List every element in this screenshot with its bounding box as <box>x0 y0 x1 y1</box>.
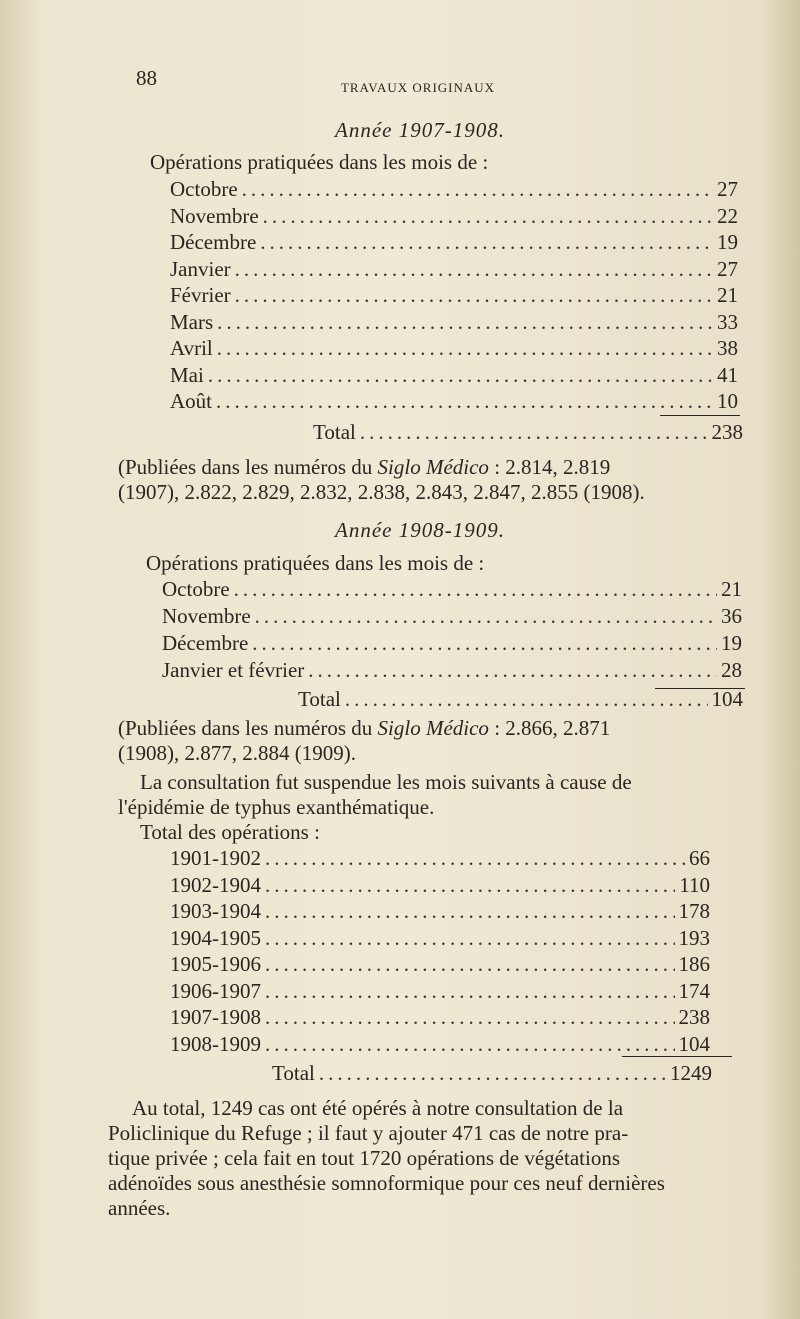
row-label: 1905-1906 <box>170 952 261 976</box>
row-value: 193 <box>678 925 710 950</box>
section2-total-row <box>298 687 743 712</box>
note-numbers: : 2.866, 2.871 <box>488 716 611 740</box>
row-label: Octobre <box>162 577 230 601</box>
total-label: Total <box>272 1061 315 1085</box>
table-row <box>170 336 738 361</box>
dot-leader <box>360 420 708 445</box>
dot-leader <box>217 336 713 361</box>
dot-leader <box>242 177 713 202</box>
row-label: 1901-1902 <box>170 846 261 870</box>
conclusion-paragraph <box>108 1096 758 1221</box>
dot-leader <box>217 310 713 335</box>
table-row <box>170 310 738 335</box>
row-value: 66 <box>689 846 710 870</box>
table-row <box>170 926 710 951</box>
conclusion-line: adénoïdes sous anesthésie somnoformique pour ces neuf dernières <box>108 1171 665 1195</box>
table-row <box>170 1005 710 1030</box>
conclusion-line: Policlinique du Refuge ; il faut y ajouter 471 cas de notre pra- <box>108 1121 629 1145</box>
row-value: 104 <box>678 1031 710 1056</box>
row-value: 110 <box>679 872 710 897</box>
dot-leader <box>265 1032 675 1057</box>
row-label: Novembre <box>162 604 251 628</box>
table-row <box>170 899 710 924</box>
table-row <box>170 363 738 388</box>
section2-note-line2: (1908), 2.877, 2.884 (1909). <box>118 741 356 765</box>
row-value: 178 <box>678 899 710 923</box>
table-row <box>162 631 742 656</box>
section1-note-line1 <box>118 455 610 480</box>
total-value: 104 <box>711 687 743 711</box>
journal-name: Siglo Médico <box>377 455 489 479</box>
row-label: 1908-1909 <box>170 1031 261 1056</box>
row-label: Avril <box>170 336 213 360</box>
row-label: Mai <box>170 362 204 387</box>
suspension-line2: l'épidémie de typhus exanthématique. <box>118 795 435 819</box>
row-value: 22 <box>717 203 738 228</box>
row-value: 21 <box>721 577 742 601</box>
conclusion-line: années. <box>108 1196 171 1220</box>
table-row <box>162 658 742 683</box>
dot-leader <box>265 1005 675 1030</box>
row-label: 1907-1908 <box>170 1005 261 1029</box>
section3-total-rule <box>622 1056 732 1057</box>
section1-total-rule <box>660 415 740 416</box>
table-row <box>170 230 738 255</box>
suspension-line1: La consultation fut suspendue les mois suivants à cause de <box>140 770 632 794</box>
row-label: 1903-1904 <box>170 899 261 923</box>
table-row <box>170 979 710 1004</box>
journal-name: Siglo Médico <box>377 716 489 740</box>
section3-intro: Total des opérations : <box>140 820 320 844</box>
dot-leader <box>265 899 675 924</box>
section1-note-line2: (1907), 2.822, 2.829, 2.832, 2.838, 2.843, 2.847, 2.855 (1908). <box>118 480 645 504</box>
dot-leader <box>265 952 675 977</box>
dot-leader <box>265 873 675 898</box>
total-label: Total <box>313 420 356 444</box>
row-label: 1906-1907 <box>170 978 261 1003</box>
row-label: Janvier et février <box>162 658 305 682</box>
dot-leader <box>265 846 685 871</box>
dot-leader <box>216 389 713 414</box>
dot-leader <box>265 979 675 1004</box>
table-row <box>170 204 738 229</box>
total-value: 1249 <box>670 1061 712 1085</box>
total-value: 238 <box>711 420 743 444</box>
table-row <box>162 577 742 602</box>
conclusion-line: tique privée ; cela fait en tout 1720 opérations de végétations <box>108 1146 620 1170</box>
row-value: 19 <box>721 631 742 655</box>
table-row <box>170 389 738 414</box>
total-label: Total <box>298 687 341 711</box>
dot-leader <box>319 1061 666 1086</box>
row-label: Décembre <box>170 230 257 254</box>
running-head: TRAVAUX ORIGINAUX <box>340 80 496 95</box>
note-numbers: : 2.814, 2.819 <box>488 455 611 479</box>
row-value: 41 <box>717 362 738 387</box>
row-label: Janvier <box>170 256 231 281</box>
dot-leader <box>308 658 717 683</box>
row-label: Octobre <box>170 177 238 201</box>
note-prefix: (Publiées dans les numéros du <box>118 716 378 740</box>
page-number: 88 <box>136 66 157 90</box>
row-label: Novembre <box>170 203 259 228</box>
dot-leader <box>252 631 717 656</box>
conclusion-line: Au total, 1249 cas ont été opérés à notre consultation de la <box>132 1096 624 1120</box>
row-label: Mars <box>170 309 214 334</box>
year-title-1908-1909: Année 1908-1909. <box>335 518 505 542</box>
row-value: 33 <box>717 309 738 334</box>
dot-leader <box>235 283 713 308</box>
table-row <box>170 873 710 898</box>
row-value: 36 <box>721 604 742 628</box>
row-value: 38 <box>717 336 738 360</box>
table-row <box>170 1032 710 1057</box>
table-row <box>162 604 742 629</box>
dot-leader <box>260 230 713 255</box>
row-value: 19 <box>717 230 738 254</box>
row-value: 21 <box>717 283 738 307</box>
row-value: 27 <box>717 256 738 281</box>
section2-intro: Opérations pratiquées dans les mois de : <box>146 551 485 575</box>
table-row <box>170 952 710 977</box>
row-label: 1902-1904 <box>170 872 261 897</box>
section1-intro: Opérations pratiquées dans les mois de : <box>150 150 489 174</box>
table-row <box>170 177 738 202</box>
dot-leader <box>208 363 713 388</box>
dot-leader <box>345 687 708 712</box>
row-label: 1904-1905 <box>170 925 261 950</box>
row-value: 174 <box>678 978 710 1003</box>
section1-total-row <box>313 420 743 445</box>
row-value: 28 <box>721 658 742 682</box>
table-row <box>170 283 738 308</box>
row-label: Août <box>170 389 212 413</box>
row-label: Décembre <box>162 631 249 655</box>
dot-leader <box>234 577 717 602</box>
dot-leader <box>265 926 675 951</box>
row-label: Février <box>170 283 231 307</box>
section2-note-line1 <box>118 716 610 741</box>
table-row <box>170 257 738 282</box>
row-value: 238 <box>678 1005 710 1029</box>
dot-leader <box>263 204 713 229</box>
year-title-1907-1908: Année 1907-1908. <box>335 118 505 142</box>
section3-total-row <box>272 1061 712 1086</box>
table-row <box>170 846 710 871</box>
row-value: 10 <box>717 389 738 413</box>
row-value: 186 <box>678 952 710 976</box>
row-value: 27 <box>717 177 738 201</box>
note-prefix: (Publiées dans les numéros du <box>118 455 378 479</box>
dot-leader <box>255 604 717 629</box>
dot-leader <box>235 257 713 282</box>
